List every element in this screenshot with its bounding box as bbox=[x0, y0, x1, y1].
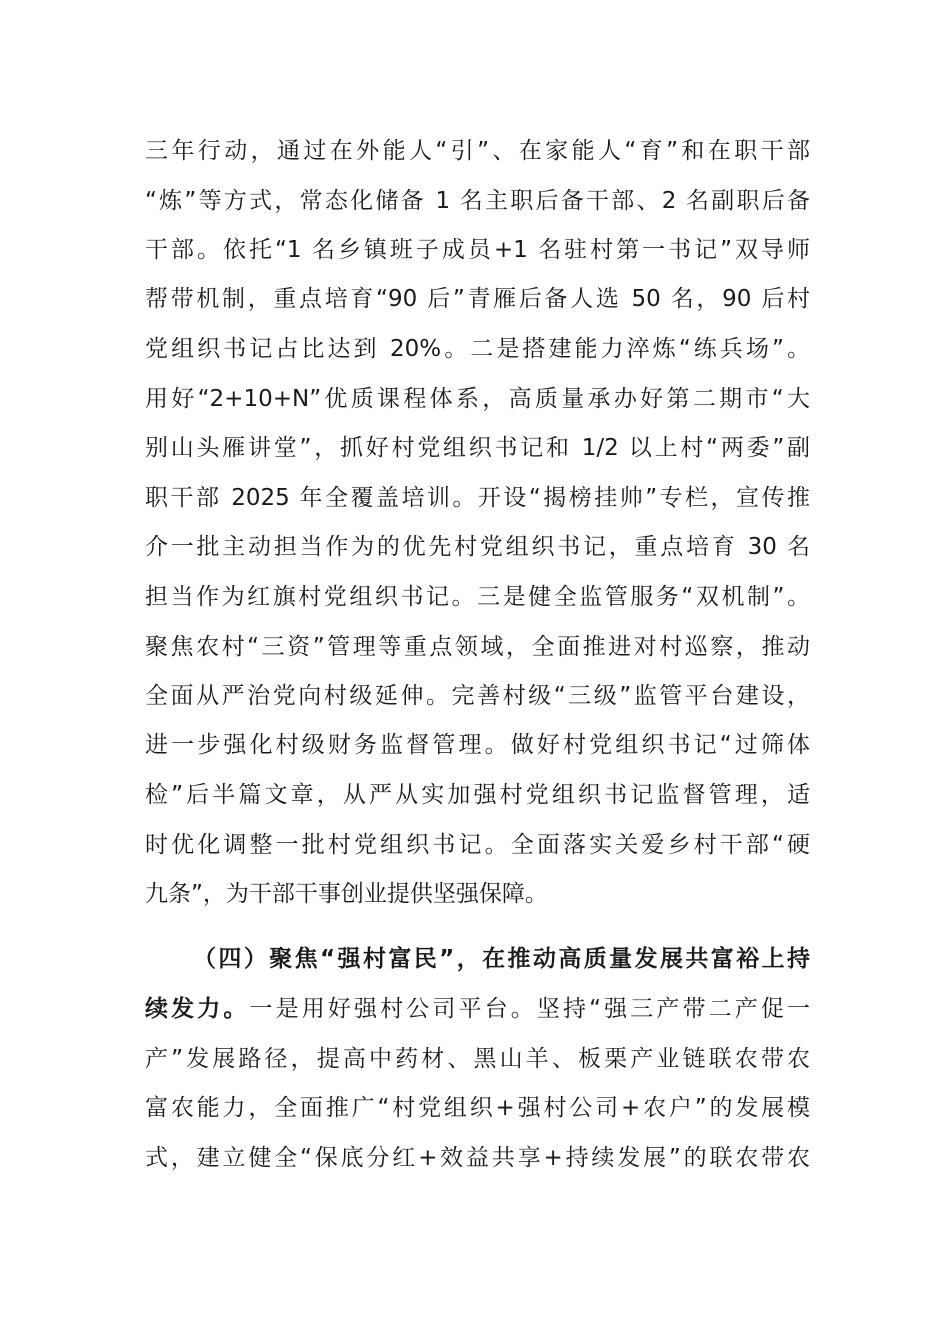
text-span: 一是用好强村公司平台。坚持“强三产带二产促一 bbox=[249, 996, 811, 1022]
text-line: 职干部 2025 年全覆盖培训。开设“揭榜挂帅”专栏，宣传推 bbox=[145, 485, 810, 511]
text-line: 帮带机制，重点培育“90 后”青雁后备人选 50 名，90 后村 bbox=[145, 286, 810, 312]
section-heading: （四）聚焦“强村富民”，在推动高质量发展共富裕上持 bbox=[193, 946, 810, 972]
text-line: 用好“2+10+N”优质课程体系，高质量承办好第二期市“大 bbox=[145, 386, 810, 412]
section-heading-end: 续发力。 bbox=[145, 996, 250, 1022]
text-line: 九条”，为干部干事创业提供坚强保障。 bbox=[145, 881, 548, 907]
text-line: 检”后半篇文章，从严从实加强村党组织书记监督管理，适 bbox=[145, 782, 810, 808]
text-line: 担当作为红旗村党组织书记。三是健全监管服务“双机制”。 bbox=[145, 584, 810, 610]
text-line: 介一批主动担当作为的优先村党组织书记，重点培育 30 名 bbox=[145, 534, 810, 560]
text-line: 别山头雁讲堂”，抓好村党组织书记和 1/2 以上村“两委”副 bbox=[145, 435, 810, 461]
text-line: 进一步强化村级财务监督管理。做好村党组织书记“过筛体 bbox=[145, 732, 810, 758]
text-line: 时优化调整一批村党组织书记。全面落实关爱乡村干部“硬 bbox=[145, 832, 810, 858]
text-line: 产”发展路径，提高中药材、黑山羊、板栗产业链联农带农 bbox=[145, 1046, 810, 1072]
text-line: 式，建立健全“保底分红+效益共享+持续发展”的联农带农 bbox=[145, 1145, 810, 1171]
text-line: 党组织书记占比达到 20%。二是搭建能力淬炼“练兵场”。 bbox=[145, 336, 810, 362]
text-line: 聚焦农村“三资”管理等重点领域，全面推进对村巡察，推动 bbox=[145, 634, 810, 660]
text-line: 干部。依托“1 名乡镇班子成员+1 名驻村第一书记”双导师 bbox=[145, 237, 810, 263]
text-line: 三年行动，通过在外能人“引”、在家能人“育”和在职干部 bbox=[145, 138, 810, 164]
text-line: 富农能力，全面推广“村党组织+强村公司+农户”的发展模 bbox=[145, 1095, 810, 1121]
text-line: 全面从严治党向村级延伸。完善村级“三级”监管平台建设， bbox=[145, 683, 810, 709]
text-line bbox=[145, 984, 810, 1034]
text-line: “炼”等方式，常态化储备 1 名主职后备干部、2 名副职后备 bbox=[145, 188, 810, 214]
